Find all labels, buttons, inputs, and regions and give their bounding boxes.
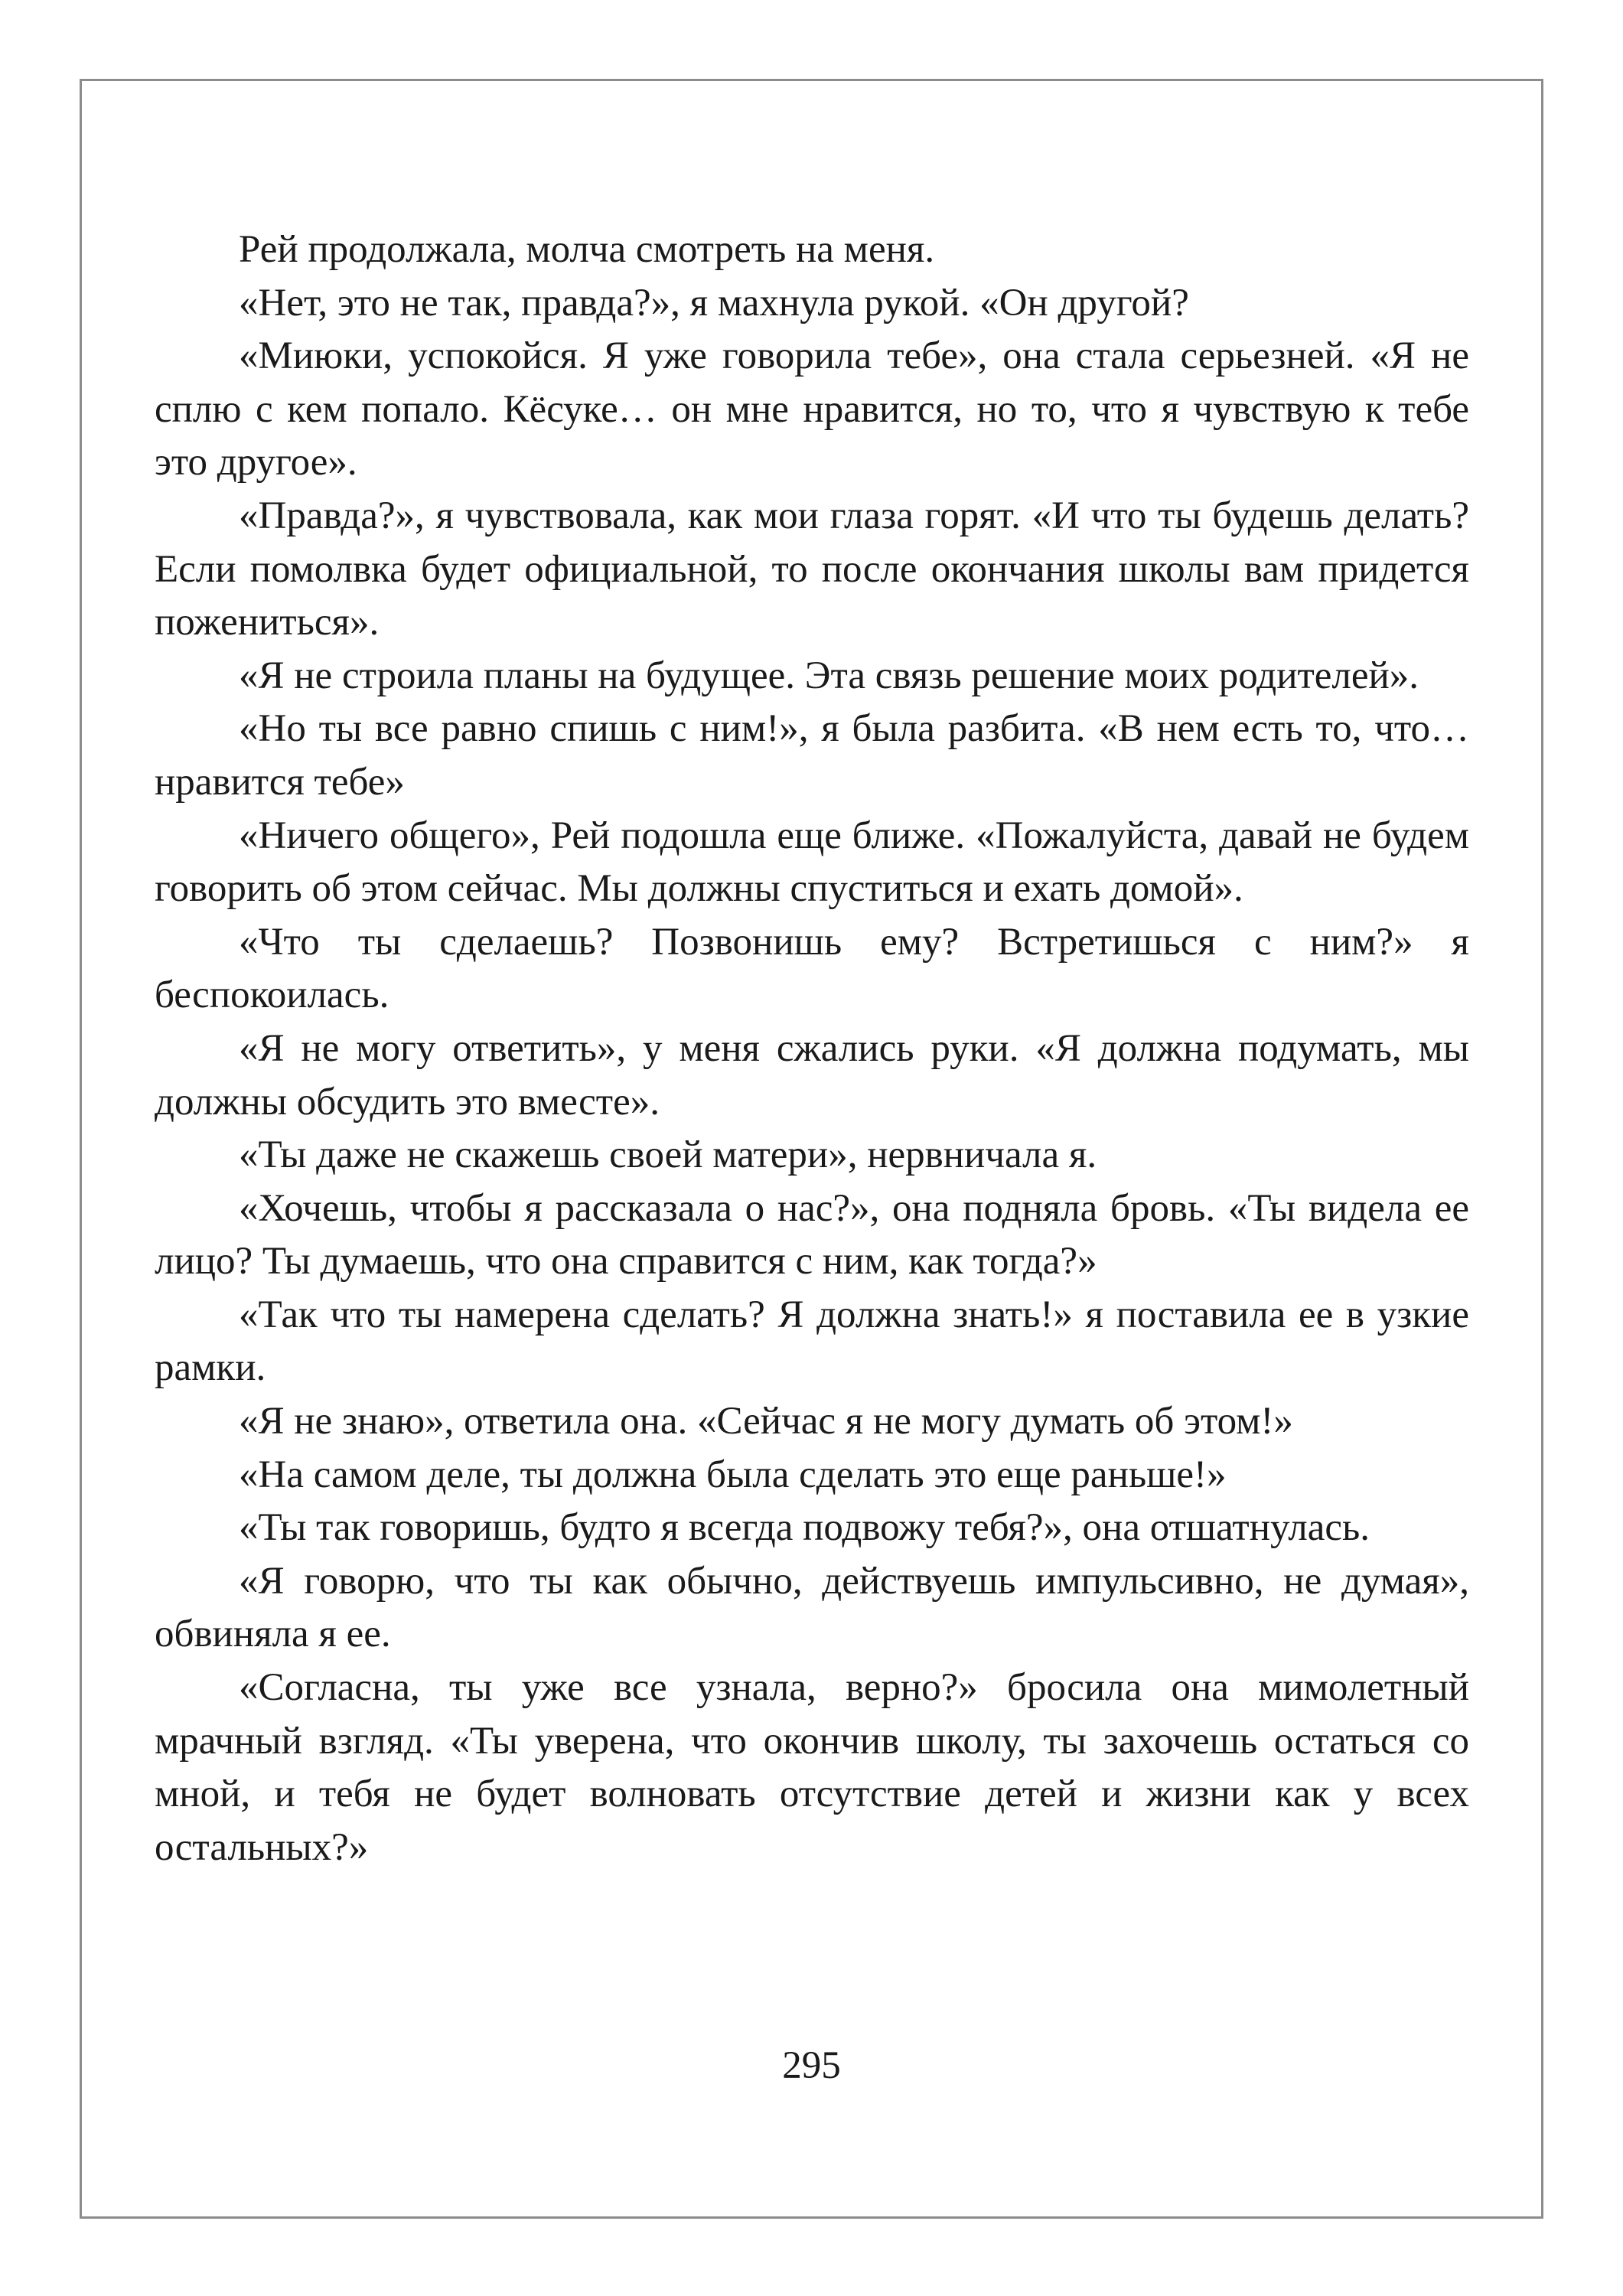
paragraph: «Нет, это не так, правда?», я махнула рукой. «Он другой?: [239, 281, 1189, 325]
paragraph: «Хочешь, чтобы я рассказала о нас?», она подняла бровь. «Ты видела ее лицо? Ты думаешь, что она справится с ним, как тогда?»: [155, 1186, 1469, 1283]
paragraph: «Ты так говоришь, будто я всегда подвожу тебя?», она отшатнулась.: [239, 1506, 1370, 1550]
paragraph: «Согласна, ты уже все узнала, верно?» бросила она мимолетный мрачный взгляд. «Ты уверена, что окончив школу, ты захочешь остаться со мной, и тебя не будет волновать отсутствие детей и жизни как у всех остальных?»: [155, 1666, 1469, 1869]
paragraph: «Но ты все равно спишь с ним!», я была разбита. «В нем есть то, что… нравится тебе»: [155, 707, 1469, 804]
paragraph: «Правда?», я чувствовала, как мои глаза горят. «И что ты будешь делать? Если помолвка будет официальной, то после окончания школы вам придется пожениться».: [155, 494, 1469, 644]
paragraph: «Я не могу ответить», у меня сжались руки. «Я должна подумать, мы должны обсудить это вместе».: [155, 1026, 1469, 1124]
paragraph: «Что ты сделаешь? Позвонишь ему? Встретишься с ним?» я беспокоилась.: [155, 920, 1469, 1017]
body-text: [155, 223, 1469, 1874]
paragraph: «Я не строила планы на будущее. Эта связь решение моих родителей».: [239, 654, 1419, 697]
paragraph: «Я не знаю», ответила она. «Сейчас я не могу думать об этом!»: [239, 1400, 1293, 1443]
paragraph: Рей продолжала, молча смотреть на меня.: [239, 228, 935, 271]
paragraph: «Так что ты намерена сделать? Я должна знать!» я поставила ее в узкие рамки.: [155, 1293, 1469, 1390]
paragraph: «Ничего общего», Рей подошла еще ближе. «Пожалуйста, давай не будем говорить об этом сейчас. Мы должны спуститься и ехать домой».: [155, 814, 1469, 911]
paragraph: «Ты даже не скажешь своей матери», нервничала я.: [239, 1133, 1097, 1177]
paragraph: «Я говорю, что ты как обычно, действуешь импульсивно, не думая», обвиняла я ее.: [155, 1559, 1469, 1656]
paragraph: «На самом деле, ты должна была сделать это еще раньше!»: [239, 1453, 1227, 1496]
paragraph: «Миюки, успокойся. Я уже говорила тебе», она стала серьезней. «Я не сплю с кем попало. Кёсуке… он мне нравится, но то, что я чувствую к тебе это другое».: [155, 334, 1469, 484]
page-number: 295: [782, 2044, 841, 2087]
